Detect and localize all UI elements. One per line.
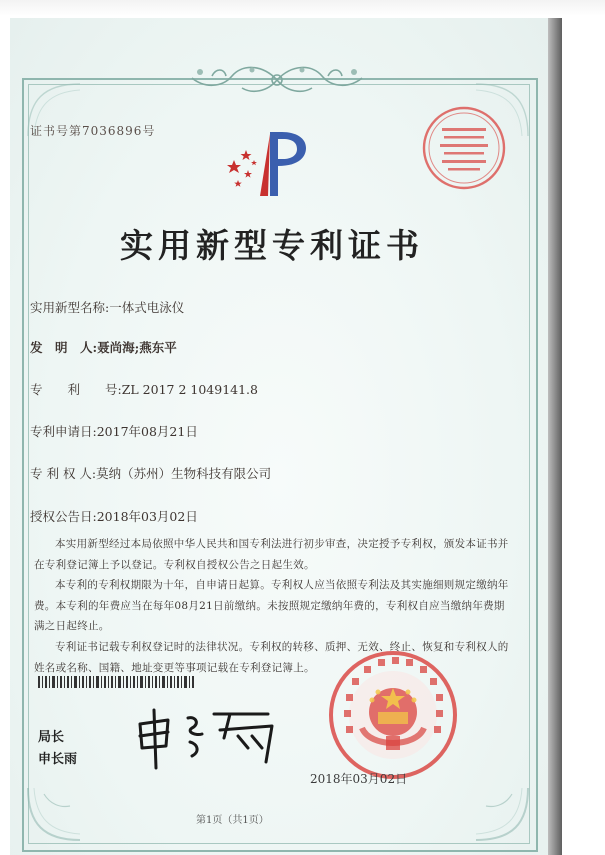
field-inventors [30,338,177,356]
national-ip-seal-icon [326,648,460,782]
field-label: 实用新型名称: [30,300,110,315]
field-value: ZL 2017 2 1049141.8 [121,382,258,397]
field-grant-date [30,507,198,525]
certificate-title: 实用新型专利证书 [120,226,424,265]
corner-ornament-icon [24,784,84,844]
paragraph-legal-status: 专利证书记载专利权登记时的法律状况。专利权的转移、质押、无效、终止、恢复和专利权人的姓名或名称、国籍、地址变更等事项记载在专利登记簿上。 [34,641,509,674]
certificate-number: 证书号第7036896号 [30,124,156,138]
seal-date: 2018年03月02日 [310,772,408,786]
corner-ornament-icon [472,784,532,844]
field-value: 莫纳（苏州）生物科技有限公司 [96,466,272,481]
field-label: 授权公告日: [30,509,97,524]
handwritten-signature-icon [134,702,284,772]
field-model-name [30,298,184,316]
field-value: 2017年08月21日 [96,424,198,439]
barcode-icon [38,676,194,688]
page-number: 第1页（共1页） [196,815,269,826]
top-ornament-icon [182,58,372,98]
field-patentee [30,464,271,482]
field-label: 发 明 人: [30,340,98,355]
field-filing-date [30,422,198,440]
field-value: 聂尚海;燕东平 [97,340,177,355]
field-patent-number [30,380,258,398]
field-label: 专 利 号: [30,382,122,397]
scan-top-edge [0,0,605,16]
sipo-logo-icon [220,126,310,206]
field-label: 专利申请日: [30,424,97,439]
scan-right-edge [548,18,562,855]
small-red-seal-icon [420,104,508,192]
field-value: 2018年03月02日 [96,509,198,524]
field-label: 专 利 权 人: [30,466,97,481]
field-value: 一体式电泳仪 [109,300,185,315]
patent-certificate [10,18,548,855]
signer-title: 局长 [38,730,65,745]
paragraph-term-and-fees: 本专利的专利权期限为十年，自申请日起算。专利权人应当依照专利法及其实施细则规定缴纳年费。本专利的年费应当在每年08月21日前缴纳。未按照规定缴纳年费的，专利权自应当缴纳年费期满之日起终止。 [34,579,509,632]
paragraph-grant-decision: 本实用新型经过本局依照中华人民共和国专利法进行初步审查，决定授予专利权，颁发本证书并在专利登记簿上予以登记。专利权自授权公告之日起生效。 [34,538,509,571]
signer-name: 申长雨 [38,752,78,767]
